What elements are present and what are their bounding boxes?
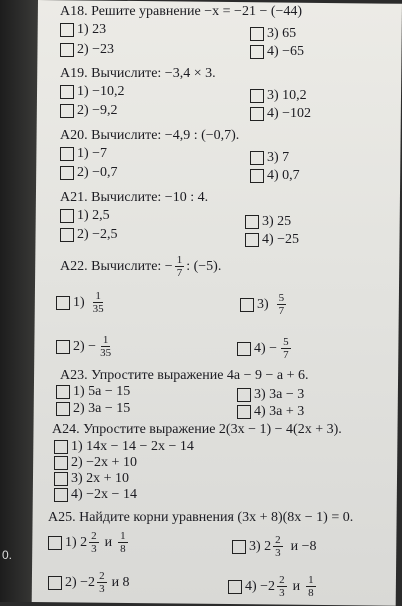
checkbox[interactable] [250,89,264,103]
a25-option-1[interactable]: 1) 2 $\frac{2}{3}$ и $\frac{1}{8}$ [48,530,130,555]
checkbox[interactable] [56,402,70,416]
question-a22-title: А22. Вычислите: − $\frac{1}{7}$ : (−5). [60,254,222,279]
checkbox[interactable] [250,107,264,121]
a19-option-3[interactable]: 3) 10,2 [250,88,307,104]
fraction: $\frac{2}{3}$ [91,530,97,555]
a18-option-1[interactable]: 1) 23 [60,22,106,38]
a18-option-3[interactable]: 3) 65 [250,26,296,42]
checkbox[interactable] [60,209,74,223]
checkbox[interactable] [48,536,62,550]
checkbox[interactable] [60,228,74,242]
a19-option-2[interactable]: 2) −9,2 [60,103,118,119]
a23-option-2[interactable]: 2) 3a − 15 [56,401,130,417]
question-a20-title: А20. Вычислите: −4,9 : (−0,7). [60,128,240,143]
checkbox[interactable] [250,169,264,183]
checkbox[interactable] [232,540,246,554]
checkbox[interactable] [60,23,74,37]
checkbox[interactable] [245,215,259,229]
a25-option-2[interactable]: 2) −2 $\frac{2}{3}$ и 8 [48,570,130,595]
a24-option-3[interactable]: 3) 2x + 10 [54,471,129,487]
question-a25-title: А25. Найдите корни уравнения (3x + 8)(8x − 1) = 0. [48,510,354,525]
fraction: $\frac{1}{7}$ [176,254,183,279]
fraction: $\frac{1}{8}$ [308,574,314,599]
a22-option-3[interactable]: 3) $\frac{5}{7}$ [240,292,288,317]
a20-option-3[interactable]: 3) 7 [250,150,289,166]
question-a24-title: А24. Упростите выражение 2(3x − 1) − 4(2x + 3). [52,422,342,437]
a23-option-1[interactable]: 1) 5a − 15 [56,384,130,400]
checkbox[interactable] [56,340,70,354]
a23-option-4[interactable]: 4) 3a + 3 [237,404,304,420]
a22-option-1[interactable]: 1) $\frac{1}{35}$ [56,290,106,315]
checkbox[interactable] [60,104,74,118]
a20-option-2[interactable]: 2) −0,7 [60,165,118,181]
fraction: $\frac{2}{3}$ [279,574,285,599]
a21-option-1[interactable]: 1) 2,5 [60,208,110,224]
checkbox[interactable] [54,472,68,486]
checkbox[interactable] [250,45,264,59]
fraction: $\frac{5}{7}$ [283,336,289,361]
edge-mark: 0. [2,548,13,562]
fraction: $\frac{2}{3}$ [275,534,281,559]
checkbox[interactable] [237,388,251,402]
a24-option-2[interactable]: 2) −2x + 10 [54,455,137,471]
question-a18-title: А18. Решите уравнение −x = −21 − (−44) [60,4,303,19]
question-a19-title: А19. Вычислите: −3,4 × 3. [60,66,216,81]
a24-option-4[interactable]: 4) −2x − 14 [54,487,137,503]
a21-option-2[interactable]: 2) −2,5 [60,227,118,243]
a18-option-4[interactable]: 4) −65 [250,44,304,60]
checkbox[interactable] [245,233,259,247]
fraction: $\frac{5}{7}$ [278,292,285,317]
checkbox[interactable] [60,166,74,180]
a22-option-4[interactable]: 4) − $\frac{5}{7}$ [237,336,293,361]
checkbox[interactable] [237,342,251,356]
a19-option-1[interactable]: 1) −10,2 [60,84,125,100]
question-a21-title: А21. Вычислите: −10 : 4. [60,190,209,205]
checkbox[interactable] [250,151,264,165]
checkbox[interactable] [48,576,62,590]
checkbox[interactable] [54,488,68,502]
fraction: $\frac{1}{35}$ [92,290,104,315]
a20-option-1[interactable]: 1) −7 [60,146,107,162]
checkbox[interactable] [56,296,70,310]
fraction: $\frac{2}{3}$ [99,570,105,595]
checkbox[interactable] [240,298,254,312]
checkbox[interactable] [60,43,74,57]
a25-option-3[interactable]: 3) 2 $\frac{2}{3}$ и −8 [232,534,317,559]
checkbox[interactable] [56,385,70,399]
checkbox[interactable] [54,440,68,454]
checkbox[interactable] [237,405,251,419]
fraction: $\frac{1}{8}$ [120,530,126,555]
a25-option-4[interactable]: 4) −2 $\frac{2}{3}$ и $\frac{1}{8}$ [228,574,318,599]
checkbox[interactable] [60,85,74,99]
a18-option-2[interactable]: 2) −23 [60,42,114,58]
a22-option-2[interactable]: 2) − $\frac{1}{35}$ [56,334,113,359]
checkbox[interactable] [228,580,242,594]
checkbox[interactable] [54,456,68,470]
a21-option-3[interactable]: 3) 25 [245,214,291,230]
fraction: $\frac{1}{35}$ [100,334,112,359]
checkbox[interactable] [250,27,264,41]
a19-option-4[interactable]: 4) −102 [250,106,311,122]
a20-option-4[interactable]: 4) 0,7 [250,168,300,184]
question-a23-title: А23. Упростите выражение 4a − 9 − a + 6. [60,368,309,383]
a23-option-3[interactable]: 3) 3a − 3 [237,387,304,403]
checkbox[interactable] [60,147,74,161]
a21-option-4[interactable]: 4) −25 [245,232,299,248]
a24-option-1[interactable]: 1) 14x − 14 − 2x − 14 [54,439,194,455]
